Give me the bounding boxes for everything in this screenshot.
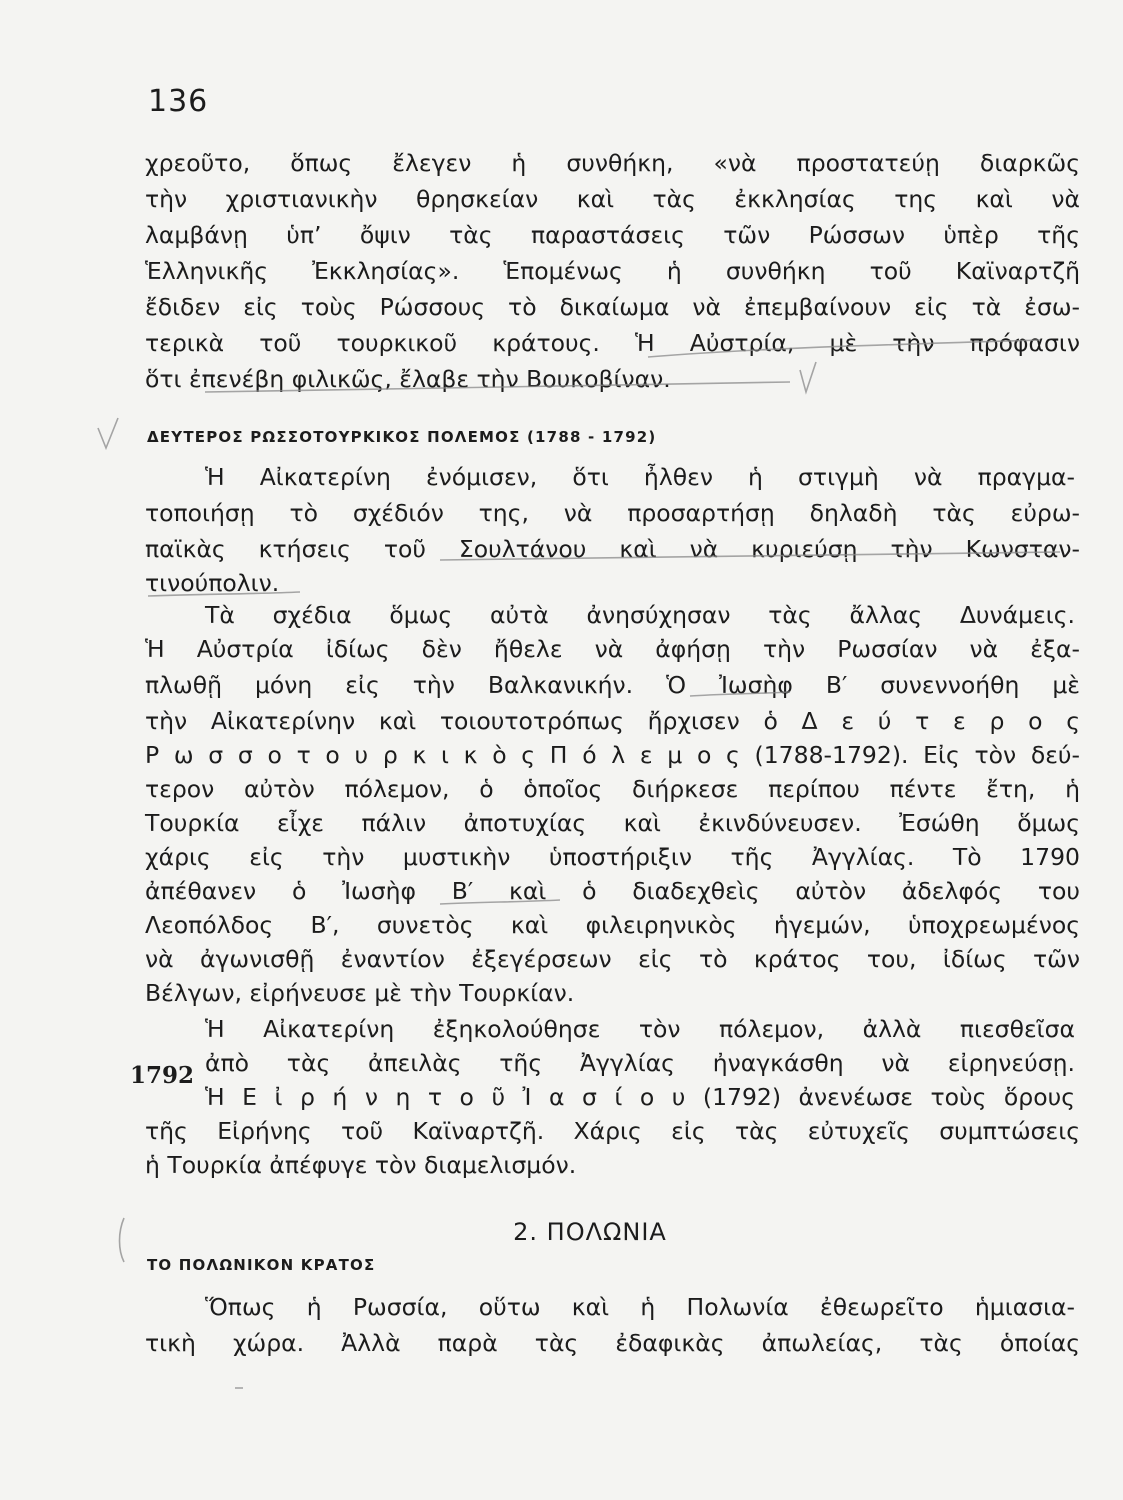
- bracket-mark: [120, 1218, 125, 1262]
- page-number: 136: [148, 84, 209, 119]
- margin-year: 1792: [130, 1062, 195, 1089]
- text-line: τὴν Αἰκατερίνην καὶ τοιουτοτρόπως ἤρχισεν ὁ Δ ε ύ τ ε ρ ο ς: [145, 707, 1080, 735]
- section-title: 2. ΠΟΛΩΝΙΑ: [513, 1218, 667, 1246]
- check-mark: [98, 418, 118, 448]
- text-line: χάρις εἰς τὴν μυστικὴν ὑποστήριξιν τῆς Ἀγγλίας. Τὸ 1790: [145, 843, 1080, 871]
- underline-mark: [648, 340, 1040, 357]
- text-line: ἡ Τουρκία ἀπέφυγε τὸν διαμελισμόν.: [145, 1151, 577, 1179]
- text-line: τερον αὐτὸν πόλεμον, ὁ ὁποῖος διήρκεσε περίπου πέντε ἔτη, ἡ: [145, 775, 1080, 803]
- text-line: τινούπολιν.: [145, 569, 280, 597]
- check-mark: [800, 362, 816, 392]
- text-line: λαμβάνῃ ὑπ’ ὄψιν τὰς παραστάσεις τῶν Ρώσσων ὑπὲρ τῆς: [145, 221, 1080, 249]
- text-line: Ρ ω σ σ ο τ ο υ ρ κ ι κ ὸ ς Π ό λ ε μ ο ς (1788-1792). Εἰς τὸν δεύ-: [145, 741, 1080, 769]
- text-line: παϊκὰς κτήσεις τοῦ Σουλτάνου καὶ νὰ κυριεύσῃ τὴν Κωνσταν-: [145, 535, 1080, 563]
- text-line: Τὰ σχέδια ὅμως αὐτὰ ἀνησύχησαν τὰς ἄλλας Δυνάμεις.: [205, 601, 1075, 629]
- text-line: Λεοπόλδος Β′, συνετὸς καὶ φιλειρηνικὸς ἡγεμών, ὑποχρεωμένος: [145, 911, 1080, 939]
- subheading: ΤΟ ΠΟΛΩΝΙΚΟΝ ΚΡΑΤΟΣ: [147, 1256, 376, 1274]
- text-line: ὅτι ἐπενέβη φιλικῶς, ἔλαβε τὴν Βουκοβίναν.: [145, 365, 671, 393]
- text-line: Τουρκία εἶχε πάλιν ἀποτυχίας καὶ ἐκινδύνευσεν. Ἐσώθη ὅμως: [145, 809, 1080, 837]
- underline-mark: [440, 900, 560, 904]
- text-line: ἀπὸ τὰς ἀπειλὰς τῆς Ἀγγλίας ἠναγκάσθη νὰ εἰρηνεύσῃ.: [205, 1049, 1075, 1077]
- text-line: πλωθῇ μόνη εἰς τὴν Βαλκανικήν. Ὁ Ἰωσὴφ Β′ συνεννοήθη μὲ: [145, 671, 1080, 699]
- text-line: ἀπέθανεν ὁ Ἰωσὴφ Β′ καὶ ὁ διαδεχθεὶς αὐτὸν ἀδελφός του: [145, 877, 1080, 905]
- text-line: νὰ ἀγωνισθῇ ἐναντίον ἐξεγέρσεων εἰς τὸ κράτος του, ἰδίως τῶν: [145, 945, 1080, 973]
- text-line: Ἡ Αἰκατερίνη ἐνόμισεν, ὅτι ἦλθεν ἡ στιγμὴ νὰ πραγμα-: [205, 463, 1075, 491]
- text-line: τῆς Εἰρήνης τοῦ Καϊναρτζῆ. Χάρις εἰς τὰς εὐτυχεῖς συμπτώσεις: [145, 1117, 1080, 1145]
- text-line: Ἡ Ε ἰ ρ ή ν η τ ο ῦ Ἰ α σ ί ο υ (1792) ἀνενέωσε τοὺς ὅρους: [205, 1083, 1075, 1111]
- text-line: τικὴ χώρα. Ἀλλὰ παρὰ τὰς ἐδαφικὰς ἀπωλείας, τὰς ὁποίας: [145, 1329, 1080, 1357]
- underline-mark: [440, 552, 1060, 560]
- text-line: Ἡ Αἰκατερίνη ἐξηκολούθησε τὸν πόλεμον, ἀλλὰ πιεσθεῖσα: [205, 1015, 1075, 1043]
- subheading: ΔΕΥΤΕΡΟΣ ΡΩΣΣΟΤΟΥΡΚΙΚΟΣ ΠΟΛΕΜΟΣ (1788 - 1792): [147, 428, 657, 446]
- underline-mark: [205, 382, 790, 392]
- text-line: ἔδιδεν εἰς τοὺς Ρώσσους τὸ δικαίωμα νὰ ἐπεμβαίνουν εἰς τὰ ἐσω-: [145, 293, 1080, 321]
- text-line: Βέλγων, εἰρήνευσε μὲ τὴν Τουρκίαν.: [145, 979, 575, 1007]
- underline-mark: [148, 592, 300, 596]
- text-line: τερικὰ τοῦ τουρκικοῦ κράτους. Ἡ Αὐστρία, μὲ τὴν πρόφασιν: [145, 329, 1080, 357]
- text-line: Ἡ Αὐστρία ἰδίως δὲν ἤθελε νὰ ἀφήσῃ τὴν Ρωσσίαν νὰ ἐξα-: [145, 635, 1080, 663]
- underline-mark: [690, 692, 790, 696]
- text-line: χρεοῦτο, ὅπως ἔλεγεν ἡ συνθήκη, «νὰ προστατεύῃ διαρκῶς: [145, 149, 1080, 177]
- text-line: τοποιήσῃ τὸ σχέδιόν της, νὰ προσαρτήσῃ δηλαδὴ τὰς εὐρω-: [145, 499, 1080, 527]
- text-line: Ἑλληνικῆς Ἐκκλησίας». Ἑπομένως ἡ συνθήκη τοῦ Καϊναρτζῆ: [145, 257, 1080, 285]
- text-line: τὴν χριστιανικὴν θρησκείαν καὶ τὰς ἐκκλησίας της καὶ νὰ: [145, 185, 1080, 213]
- text-line: Ὅπως ἡ Ρωσσία, οὕτω καὶ ἡ Πολωνία ἐθεωρεῖτο ἡμιασια-: [205, 1293, 1075, 1321]
